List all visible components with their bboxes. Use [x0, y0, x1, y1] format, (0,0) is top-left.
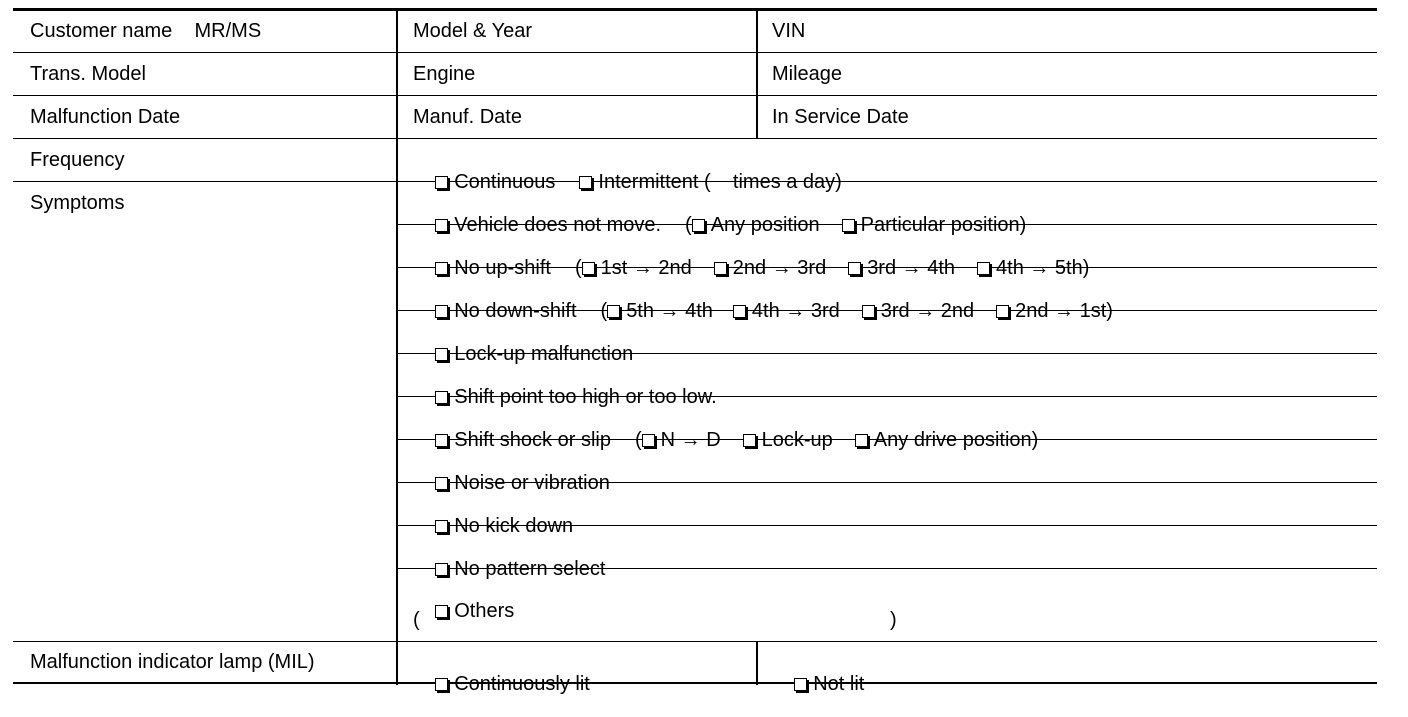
- symptoms-label: Symptoms: [30, 192, 125, 214]
- no-kickdown-label: No kick down: [454, 515, 574, 537]
- paren-open: (: [600, 300, 608, 322]
- mil-continuously-lit: [413, 651, 590, 717]
- downshift-4-3-checkbox[interactable]: [733, 305, 746, 318]
- upshift-3-4-checkbox[interactable]: [848, 262, 861, 275]
- shift-point-checkbox[interactable]: [435, 391, 448, 404]
- manuf-date-label: Manuf. Date: [413, 106, 522, 128]
- lockup-malfunction-label: Lock-up malfunction: [454, 343, 634, 365]
- no-downshift-label: No down-shift: [454, 300, 577, 322]
- paren-open: (: [574, 257, 582, 279]
- continuously-lit-checkbox[interactable]: [435, 678, 448, 691]
- upshift-2-3-label: 2nd → 3rd: [732, 257, 827, 279]
- others-label: Others: [454, 600, 515, 622]
- downshift-2-1-label: 2nd → 1st): [1015, 300, 1113, 322]
- vehicle-not-move-checkbox[interactable]: [435, 219, 448, 232]
- no-upshift-label: No up-shift: [454, 257, 551, 279]
- continuous-label: Continuous: [454, 171, 556, 193]
- upshift-1-2-label: 1st → 2nd: [600, 257, 692, 279]
- paren-open: (: [685, 214, 692, 236]
- downshift-2-1-checkbox[interactable]: [996, 305, 1009, 318]
- others-paren-open: (: [413, 609, 420, 631]
- row-divider: [13, 138, 1377, 139]
- noise-label: Noise or vibration: [454, 472, 610, 494]
- lockup-label: Lock-up: [761, 429, 833, 451]
- shift-point-label: Shift point too high or too low.: [454, 386, 717, 408]
- upshift-2-3-checkbox[interactable]: [714, 262, 727, 275]
- frequency-label: Frequency: [30, 149, 125, 171]
- column-divider-3: [756, 641, 758, 685]
- continuous-checkbox[interactable]: [435, 176, 448, 189]
- any-position-label: Any position: [710, 214, 820, 236]
- continuously-lit-label: Continuously lit: [454, 673, 590, 695]
- row-divider: [13, 52, 1377, 53]
- no-pattern-checkbox[interactable]: [435, 563, 448, 576]
- downshift-3-2-label: 3rd → 2nd: [880, 300, 975, 322]
- not-lit-checkbox[interactable]: [794, 678, 807, 691]
- downshift-5-4-label: 5th → 4th: [626, 300, 713, 322]
- column-divider-2: [756, 11, 758, 138]
- upshift-4-5-label: 4th → 5th): [996, 257, 1090, 279]
- no-pattern-label: No pattern select: [454, 558, 606, 580]
- downshift-5-4-checkbox[interactable]: [607, 305, 620, 318]
- downshift-4-3-label: 4th → 3rd: [751, 300, 840, 322]
- row-divider: [13, 641, 1377, 642]
- engine-label: Engine: [413, 63, 476, 85]
- any-position-checkbox[interactable]: [692, 219, 705, 232]
- vehicle-not-move-label: Vehicle does not move.: [454, 214, 662, 236]
- in-service-date-label: In Service Date: [772, 106, 909, 128]
- downshift-3-2-checkbox[interactable]: [862, 305, 875, 318]
- trans-model-label: Trans. Model: [30, 63, 146, 85]
- lockup-malfunction-checkbox[interactable]: [435, 348, 448, 361]
- mil-label: Malfunction indicator lamp (MIL): [30, 651, 315, 673]
- paren-open: (: [634, 429, 642, 451]
- malfunction-date-label: Malfunction Date: [30, 106, 181, 128]
- diagnostic-worksheet-form: [13, 8, 1377, 695]
- mil-not-lit: [772, 651, 864, 717]
- shift-shock-label: Shift shock or slip: [454, 429, 611, 451]
- others-input-area[interactable]: [423, 607, 883, 631]
- customer-name-label: Customer name MR/MS: [30, 20, 262, 42]
- model-year-label: Model & Year: [413, 20, 532, 42]
- any-drive-position-checkbox[interactable]: [855, 434, 868, 447]
- others-paren-close: ): [890, 609, 897, 631]
- vin-label: VIN: [772, 20, 806, 42]
- mileage-label: Mileage: [772, 63, 843, 85]
- particular-position-label: Particular position): [860, 214, 1027, 236]
- no-kickdown-checkbox[interactable]: [435, 520, 448, 533]
- not-lit-label: Not lit: [813, 673, 865, 695]
- no-downshift-checkbox[interactable]: [435, 305, 448, 318]
- shift-shock-checkbox[interactable]: [435, 434, 448, 447]
- upshift-1-2-checkbox[interactable]: [582, 262, 595, 275]
- n-to-d-label: N → D: [660, 429, 721, 451]
- upshift-4-5-checkbox[interactable]: [977, 262, 990, 275]
- upshift-3-4-label: 3rd → 4th: [867, 257, 956, 279]
- intermittent-label: Intermittent ( times a day): [598, 171, 842, 193]
- intermittent-checkbox[interactable]: [579, 176, 592, 189]
- no-upshift-checkbox[interactable]: [435, 262, 448, 275]
- column-divider-1: [396, 11, 398, 685]
- any-drive-position-label: Any drive position): [873, 429, 1039, 451]
- lockup-checkbox[interactable]: [743, 434, 756, 447]
- n-to-d-checkbox[interactable]: [642, 434, 655, 447]
- row-divider: [13, 95, 1377, 96]
- noise-checkbox[interactable]: [435, 477, 448, 490]
- particular-position-checkbox[interactable]: [842, 219, 855, 232]
